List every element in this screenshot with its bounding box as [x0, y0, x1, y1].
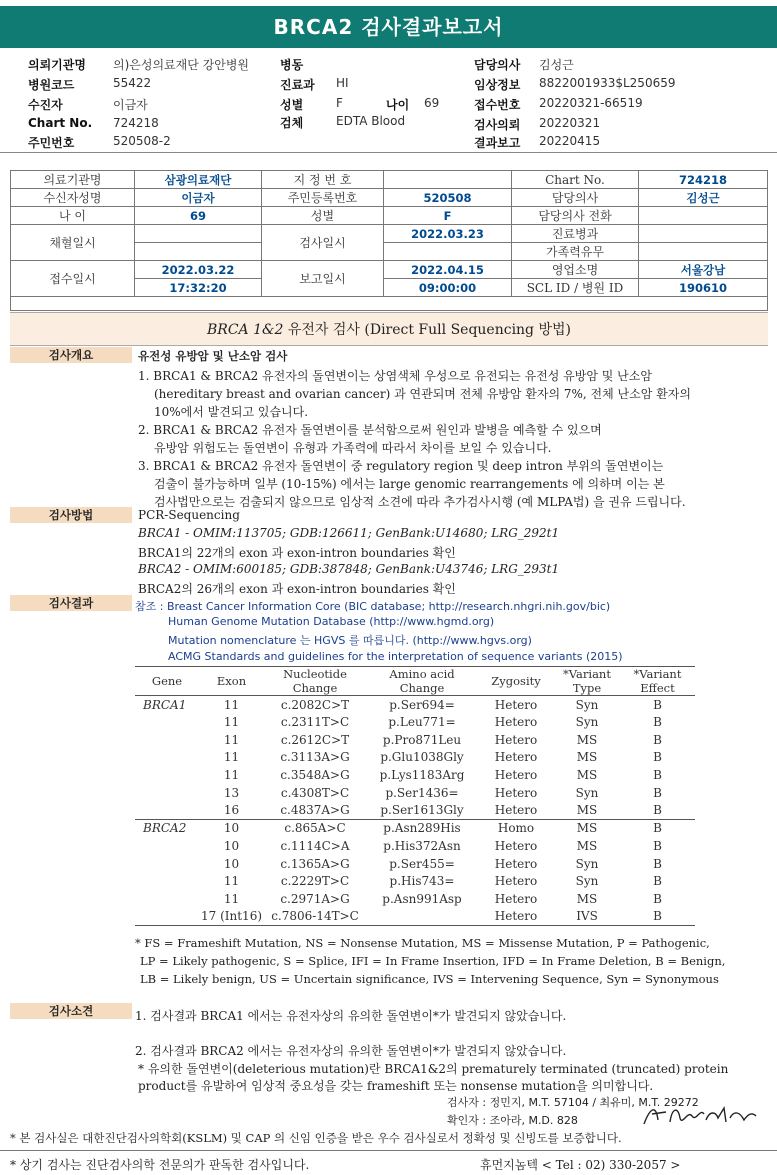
overview-label: 검사개요: [10, 347, 132, 363]
variant-gene: [135, 872, 199, 890]
variant-zygosity: Hetero: [494, 909, 538, 924]
variant-amino-acid: p.Pro871Leu: [382, 732, 462, 747]
variant-exon: 11: [223, 768, 240, 783]
variant-amino-acid: p.Lys1183Arg: [379, 768, 465, 783]
variant-table: [135, 666, 695, 926]
variant-gene: [135, 766, 199, 784]
variant-type: MS: [576, 838, 598, 853]
receipt-value: 20220321-66519: [539, 96, 643, 110]
report-title: BRCA2 검사결과보고서: [0, 6, 777, 48]
variant-amino-acid: p.Ser455=: [389, 856, 455, 871]
variant-gene: [135, 855, 199, 873]
info-value: 724218: [639, 171, 768, 189]
info-spacer-row: [11, 297, 768, 311]
variant-zygosity: Hetero: [494, 785, 538, 800]
variant-effect: B: [653, 874, 662, 889]
variant-type: MS: [576, 750, 598, 765]
request-label: 검사의뢰: [474, 118, 521, 132]
info-value: 김성근: [639, 189, 768, 207]
clinical-value: 8822001933$L250659: [539, 76, 676, 90]
variant-amino-acid: p.Glu1038Gly: [380, 750, 464, 765]
variant-zygosity: Hetero: [494, 768, 538, 783]
variant-exon: 11: [223, 750, 240, 765]
variant-exon: 11: [223, 697, 240, 712]
info-label: 가족력유무: [512, 243, 639, 261]
variant-type: Syn: [575, 697, 599, 712]
finding-line: 1. 검사결과 BRCA1 에서는 유전자상의 유의한 돌연변이*가 발견되지 않았습니다.: [135, 1009, 567, 1023]
info-label: Chart No.: [512, 171, 639, 189]
variant-zygosity: Hetero: [494, 803, 538, 818]
variant-effect: B: [653, 697, 662, 712]
variant-amino-acid: p.Ser1613Gly: [380, 803, 464, 818]
info-value: 190610: [639, 279, 768, 297]
col-gene: Gene: [151, 674, 183, 688]
info-label: 채혈일시: [11, 225, 135, 261]
variant-row: [135, 855, 695, 873]
variant-effect: B: [653, 891, 662, 906]
overview-line: (hereditary breast and ovarian cancer) 과 연관되며 전체 유방암 환자의 7%, 전체 난소암 환자의: [154, 387, 691, 401]
info-value: 2022.03.22: [135, 261, 262, 279]
footer-contact: 휴먼지놈텍 < Tel : 02) 330-2057 >: [480, 1158, 681, 1172]
section-title-gene: BRCA 1&2: [207, 322, 284, 338]
method-line: BRCA1의 22개의 exon 과 exon-intron boundaries 확인: [138, 546, 456, 560]
overview-line: 검사법만으로는 검출되지 않으므로 임상적 소견에 따라 추가검사시행 (예 MLPA법) 을 권유 드립니다.: [154, 495, 686, 509]
info-value: [639, 207, 768, 225]
info-value: [384, 171, 512, 189]
finding-label: 검사소견: [10, 1003, 132, 1019]
section-title-rest: 유전자 검사 (Direct Full Sequencing 방법): [283, 322, 571, 338]
variant-zygosity: Hetero: [494, 732, 538, 747]
variant-row: [135, 890, 695, 908]
variant-zygosity: Hetero: [494, 891, 538, 906]
variant-effect: B: [653, 768, 662, 783]
col-effect: [620, 667, 695, 696]
variant-amino-acid: p.Asn289His: [383, 821, 461, 836]
finding-line: 2. 검사결과 BRCA2 에서는 유전자상의 유의한 돌연변이*가 발견되지 않았습니다.: [135, 1044, 567, 1058]
variant-row: [135, 766, 695, 784]
info-label: 접수일시: [11, 261, 135, 297]
col-exon: Exon: [216, 674, 247, 688]
method-line: BRCA2 - OMIM:600185; GDB:387848; GenBank:U43746; LRG_293t1: [138, 562, 560, 576]
variant-amino-acid: [366, 908, 478, 926]
variant-amino-acid: p.His743=: [389, 874, 455, 889]
variant-row: [135, 713, 695, 731]
specimen-label: 검체: [280, 116, 304, 130]
variant-exon: 16: [223, 803, 240, 818]
patient-value: 이금자: [113, 98, 148, 112]
variant-gene: [135, 837, 199, 855]
info-label: 담당의사: [512, 189, 639, 207]
variant-amino-acid: p.His372Asn: [383, 838, 461, 853]
org-value: 의)은성의료재단 강안병원: [113, 58, 250, 72]
overview-line: 2. BRCA1 & BRCA2 유전자 돌연변이를 분석함으로써 원인과 발병을 예측할 수 있으며: [138, 423, 602, 437]
col-zygosity: Zygosity: [491, 674, 541, 688]
variant-type: MS: [576, 891, 598, 906]
col-effect-1: *Variant: [633, 667, 682, 681]
variant-amino-acid: p.Asn991Asp: [382, 891, 462, 906]
dept-value: HI: [336, 76, 349, 90]
variant-type: MS: [576, 768, 598, 783]
method-line: BRCA1 - OMIM:113705; GDB:126611; GenBank:U14680; LRG_292t1: [138, 526, 560, 540]
variant-effect: B: [653, 838, 662, 853]
variant-row: [135, 802, 695, 820]
variant-effect: B: [653, 732, 662, 747]
variant-type: Syn: [575, 785, 599, 800]
variant-type: MS: [576, 821, 598, 836]
reference-line: ACMG Standards and guidelines for the interpretation of sequence variants (2015): [168, 650, 623, 663]
variant-row: [135, 696, 695, 714]
variant-row: [135, 908, 695, 926]
variant-nucleotide: c.2311T>C: [280, 715, 350, 730]
variant-row: [135, 819, 695, 837]
variant-amino-acid: p.Ser1436=: [385, 785, 459, 800]
legend-line: LB = Likely benign, US = Uncertain significance, IVS = Intervening Sequence, Syn = Synonymous: [140, 972, 719, 986]
finding-line: * 유의한 돌연변이(deleterious mutation)란 BRCA1&2의 prematurely terminated (truncated) protein: [138, 1062, 729, 1076]
variant-type: Syn: [575, 856, 599, 871]
request-value: 20220321: [539, 116, 601, 130]
info-label: 성별: [262, 207, 384, 225]
reference-line: Mutation nomenclature 는 HGVS 를 따릅니다. (http://www.hgvs.org): [168, 634, 532, 647]
info-label: 진료병과: [512, 225, 639, 243]
legend-line: * FS = Frameshift Mutation, NS = Nonsense Mutation, MS = Missense Mutation, P = Pathogenic,: [135, 936, 710, 950]
info-value: 69: [135, 207, 262, 225]
page-footer: [0, 1150, 777, 1175]
variant-type: IVS: [576, 909, 598, 924]
certification-note: * 본 검사실은 대한진단검사의학회(KSLM) 및 CAP 의 신임 인증을 받은 우수 검사실로서 정확성 및 신빙도를 보증합니다.: [10, 1131, 622, 1145]
variant-exon: 11: [223, 891, 240, 906]
finding-line: product를 유발하여 임상적 중요성을 갖는 frameshift 또는 nonsense mutation을 의미합니다.: [138, 1079, 654, 1093]
chart-value: 724218: [113, 116, 159, 130]
info-label: 지 정 번 호: [262, 171, 384, 189]
info-label: 의료기관명: [11, 171, 135, 189]
rrn-label: 주민번호: [28, 136, 75, 150]
variant-exon: 11: [223, 874, 240, 889]
info-value: [639, 225, 768, 243]
info-value: 삼광의료재단: [135, 171, 262, 189]
sex-value: F: [336, 96, 343, 110]
info-label: SCL ID / 병원 ID: [512, 279, 639, 297]
info-value: 2022.04.15: [384, 261, 512, 279]
dept-label: 진료과: [280, 78, 315, 92]
legend-line: LP = Likely pathogenic, S = Splice, IFI = In Frame Insertion, IFD = In Frame Deletion, B = Benign,: [140, 954, 726, 968]
variant-row: [135, 837, 695, 855]
variant-gene: [135, 802, 199, 820]
info-label: 보고일시: [262, 261, 384, 297]
info-value: 520508: [384, 189, 512, 207]
info-value: [384, 243, 512, 261]
reference-line: Human Genome Mutation Database (http://www.hgmd.org): [168, 615, 495, 628]
info-value: 2022.03.23: [384, 225, 512, 243]
info-value: [135, 225, 262, 243]
variant-effect: B: [653, 785, 662, 800]
variant-zygosity: Hetero: [494, 856, 538, 871]
variant-nucleotide: c.2082C>T: [280, 697, 350, 712]
variant-exon: 11: [223, 715, 240, 730]
col-type-1: *Variant: [563, 667, 611, 681]
variant-nucleotide: c.2971A>G: [280, 891, 350, 906]
variant-row: [135, 749, 695, 767]
ward-label: 병동: [280, 58, 304, 72]
chart-label: Chart No.: [28, 116, 93, 130]
variant-nucleotide: c.2229T>C: [280, 874, 350, 889]
overview-line: 유방암 위험도는 돌연변이 유형과 가족력에 따라서 차이를 보일 수 있습니다.: [154, 441, 552, 455]
variant-zygosity: Hetero: [494, 750, 538, 765]
variant-effect: B: [653, 909, 662, 924]
variant-effect: B: [653, 803, 662, 818]
age-label: 나이: [386, 98, 410, 112]
examiner: 검사자 : 정민지, M.T. 57104 / 최유미, M.T. 29272: [447, 1096, 699, 1109]
code-value: 55422: [113, 76, 152, 90]
age-value: 69: [424, 96, 440, 110]
org-label: 의뢰기관명: [28, 58, 86, 72]
col-aa-2: Change: [399, 681, 445, 695]
clinical-label: 임상정보: [474, 78, 521, 92]
variant-gene: [135, 908, 199, 926]
variant-nucleotide: c.4308T>C: [280, 785, 350, 800]
variant-amino-acid: p.Ser694=: [389, 697, 455, 712]
doctor-value: 김성근: [539, 58, 574, 72]
overview-line: 검출이 불가능하며 일부 (10-15%) 에서는 large genomic rearrangements 에 의하며 이는 본: [154, 477, 665, 491]
variant-gene: [135, 713, 199, 731]
overview-line: 10%에서 발견되고 있습니다.: [154, 405, 309, 419]
variant-gene: BRCA1: [143, 697, 187, 712]
variant-exon: 13: [223, 785, 240, 800]
info-value: 09:00:00: [384, 279, 512, 297]
variant-effect: B: [653, 856, 662, 871]
doctor-label: 담당의사: [474, 58, 521, 72]
variant-effect: B: [653, 750, 662, 765]
variant-exon: 10: [223, 856, 240, 871]
rrn-value: 520508-2: [113, 134, 171, 148]
col-nt: [264, 667, 366, 696]
col-nt-2: Change: [292, 681, 338, 695]
info-value: 17:32:20: [135, 279, 262, 297]
patient-label: 수진자: [28, 98, 63, 112]
variant-row: [135, 731, 695, 749]
report-header: [0, 50, 777, 152]
method-label: 검사방법: [10, 507, 132, 523]
info-value: F: [384, 207, 512, 225]
col-effect-2: Effect: [640, 681, 675, 695]
variant-gene: [135, 749, 199, 767]
result-label: 검사결과: [10, 595, 132, 611]
report-date-label: 결과보고: [474, 136, 521, 150]
report-date-value: 20220415: [539, 134, 601, 148]
overview-line: 1. BRCA1 & BRCA2 유전자의 돌연변이는 상염색체 우성으로 유전되는 유전성 유방암 및 난소암: [138, 369, 652, 383]
patient-info-table: [10, 170, 768, 311]
variant-zygosity: Hetero: [494, 874, 538, 889]
info-value: [639, 243, 768, 261]
info-label: 나 이: [11, 207, 135, 225]
variant-amino-acid: p.Leu771=: [388, 715, 456, 730]
variant-exon: 17 (Int16): [201, 909, 263, 924]
variant-gene: [135, 731, 199, 749]
variant-zygosity: Hetero: [494, 838, 538, 853]
variant-nucleotide: c.7806-14T>C: [271, 909, 359, 924]
overview-heading: 유전성 유방암 및 난소암 검사: [138, 349, 288, 363]
reference-line: 참조 : Breast Cancer Information Core (BIC database; http://research.nhgri.nih.gov/bic): [135, 600, 611, 613]
variant-type: MS: [576, 803, 598, 818]
col-type: [554, 667, 620, 696]
variant-gene: [135, 890, 199, 908]
variant-gene: BRCA2: [143, 821, 187, 836]
col-nt-1: Nucleotide: [283, 667, 347, 681]
method-line: BRCA2의 26개의 exon 과 exon-intron boundaries 확인: [138, 582, 456, 596]
info-value: [135, 243, 262, 261]
variant-exon: 10: [223, 838, 240, 853]
info-label: 주민등록번호: [262, 189, 384, 207]
info-label: 검사일시: [262, 225, 384, 261]
variant-nucleotide: c.1114C>A: [280, 838, 350, 853]
variant-nucleotide: c.3548A>G: [280, 768, 350, 783]
variant-effect: B: [653, 715, 662, 730]
signature-image: [640, 1100, 760, 1130]
code-label: 병원코드: [28, 78, 75, 92]
receipt-label: 접수번호: [474, 98, 521, 112]
specimen-value: EDTA Blood: [336, 114, 406, 128]
variant-nucleotide: c.2612C>T: [280, 732, 350, 747]
info-label: 수신자성명: [11, 189, 135, 207]
section-title: [10, 312, 768, 346]
variant-zygosity: Homo: [497, 821, 535, 836]
variant-row: [135, 872, 695, 890]
variant-nucleotide: c.865A>C: [284, 821, 346, 836]
footer-note: * 상기 검사는 진단검사의학 전문의가 판독한 검사입니다.: [10, 1158, 310, 1172]
info-value: 서울강남: [639, 261, 768, 279]
variant-type: MS: [576, 732, 598, 747]
sex-label: 성별: [280, 98, 304, 112]
confirmer: 확인자 : 조아라, M.D. 828: [447, 1114, 578, 1127]
variant-effect: B: [653, 821, 662, 836]
overview-line: 3. BRCA1 & BRCA2 유전자 돌연변이 중 regulatory region 및 deep intron 부위의 돌연변이는: [138, 459, 664, 473]
header-divider: [0, 152, 777, 153]
info-value: 이금자: [135, 189, 262, 207]
col-type-2: Type: [572, 681, 602, 695]
variant-nucleotide: c.3113A>G: [280, 750, 350, 765]
col-aa: [366, 667, 478, 696]
variant-gene: [135, 784, 199, 802]
variant-type: Syn: [575, 874, 599, 889]
variant-exon: 11: [223, 732, 240, 747]
variant-zygosity: Hetero: [494, 697, 538, 712]
info-label: 영업소명: [512, 261, 639, 279]
variant-nucleotide: c.1365A>G: [280, 856, 350, 871]
info-label: 담당의사 전화: [512, 207, 639, 225]
variant-type: Syn: [575, 715, 599, 730]
variant-zygosity: Hetero: [494, 715, 538, 730]
scanned-report: [10, 170, 768, 1160]
variant-row: [135, 784, 695, 802]
col-aa-1: Amino acid: [389, 667, 455, 681]
method-line: PCR-Sequencing: [138, 508, 240, 522]
variant-nucleotide: c.4837A>G: [280, 803, 350, 818]
variant-exon: 10: [223, 821, 240, 836]
